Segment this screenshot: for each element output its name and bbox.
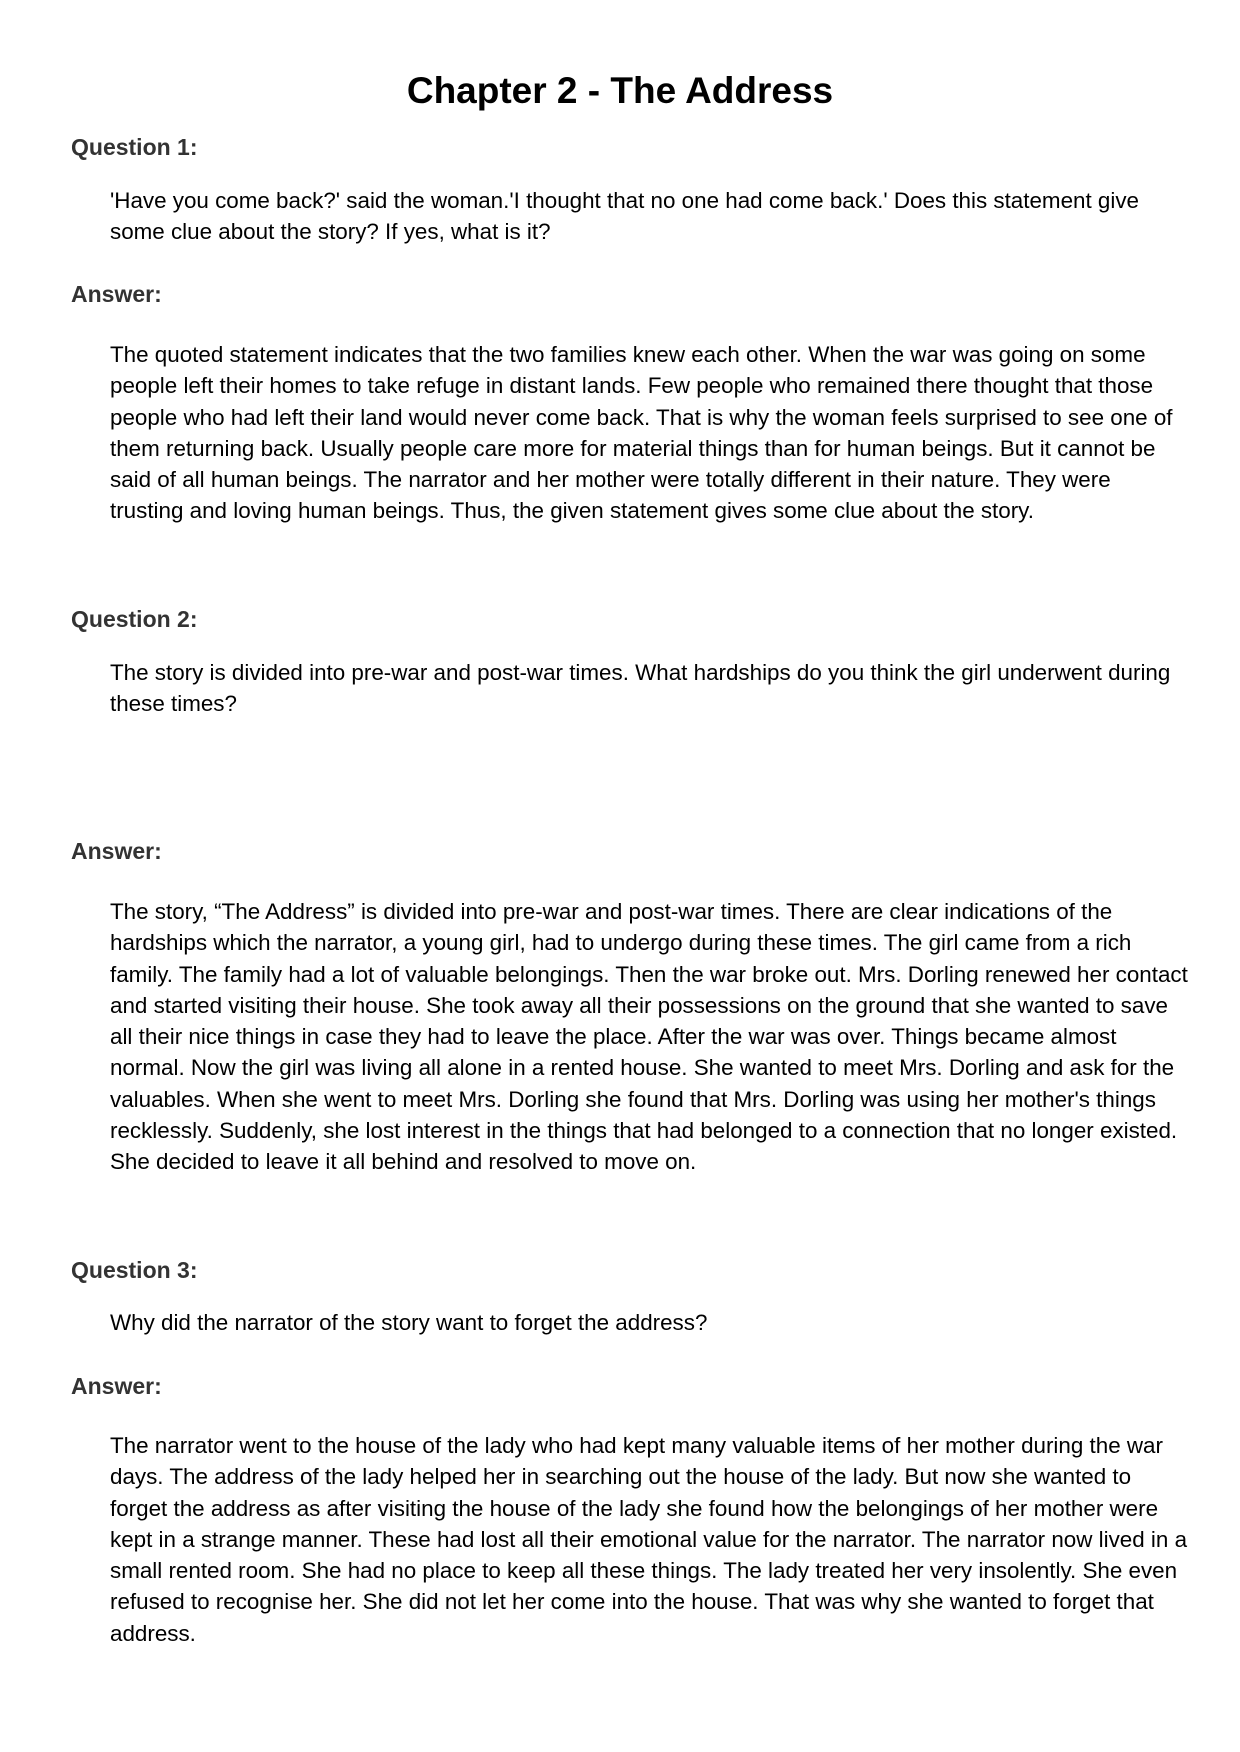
question-2-label: Question 2: (71, 606, 198, 632)
page-title: Chapter 2 - The Address (406, 70, 834, 111)
answer-2-label: Answer: (71, 838, 162, 864)
answer-1-text: The quoted statement indicates that the two families knew each other. When the war was going on some people left their homes to take refuge in distant lands. Few people who remained there thought that those people who had left their land would never come back. That is why the woman feels surprised to see one of them returning back. Usually people care more for material things than for human beings. But it cannot be said of all human beings. The narrator and her mother were totally different in their nature. They were trusting and loving human beings. Thus, the given statement gives some clue about the story. (110, 342, 1173, 524)
question-2-text: The story is divided into pre-war and post-war times. What hardships do you think the girl underwent during these times? (110, 660, 1171, 717)
answer-3-label: Answer: (71, 1373, 162, 1399)
answer-3-text: The narrator went to the house of the lady who had kept many valuable items of her mother during the war days. The address of the lady helped her in searching out the house of the lady. But now she wanted to forget the address as after visiting the house of the lady she found how the belongings of her mother were kept in a strange manner. These had lost all their emotional value for the narrator. The narrator now lived in a small rented room. She had no place to keep all these things. The lady treated her very insolently. She even refused to recognise her. She did not let her come into the house. That was why she wanted to forget that address. (110, 1433, 1188, 1646)
question-3-text: Why did the narrator of the story want to forget the address? (110, 1310, 708, 1335)
question-1-label: Question 1: (71, 134, 198, 160)
answer-1-label: Answer: (71, 281, 162, 307)
question-1-text: 'Have you come back?' said the woman.'I thought that no one had come back.' Does this statement give some clue about the story? If yes, what is it? (110, 188, 1139, 245)
answer-2-text: The story, “The Address” is divided into pre-war and post-war times. There are clear indications of the hardships which the narrator, a young girl, had to undergo during these times. The girl came from a rich family. The family had a lot of valuable belongings. Then the war broke out. Mrs. Dorling renewed her contact and started visiting their house. She took away all their possessions on the ground that she wanted to save all their nice things in case they had to leave the place. After the war was over. Things became almost normal. Now the girl was living all alone in a rented house. She wanted to meet Mrs. Dorling and ask for the valuables. When she went to meet Mrs. Dorling she found that Mrs. Dorling was using her mother's things recklessly. Suddenly, she lost interest in the things that had belonged to a connection that no longer existed. She decided to leave it all behind and resolved to move on. (110, 899, 1188, 1175)
question-3-label: Question 3: (71, 1257, 198, 1283)
